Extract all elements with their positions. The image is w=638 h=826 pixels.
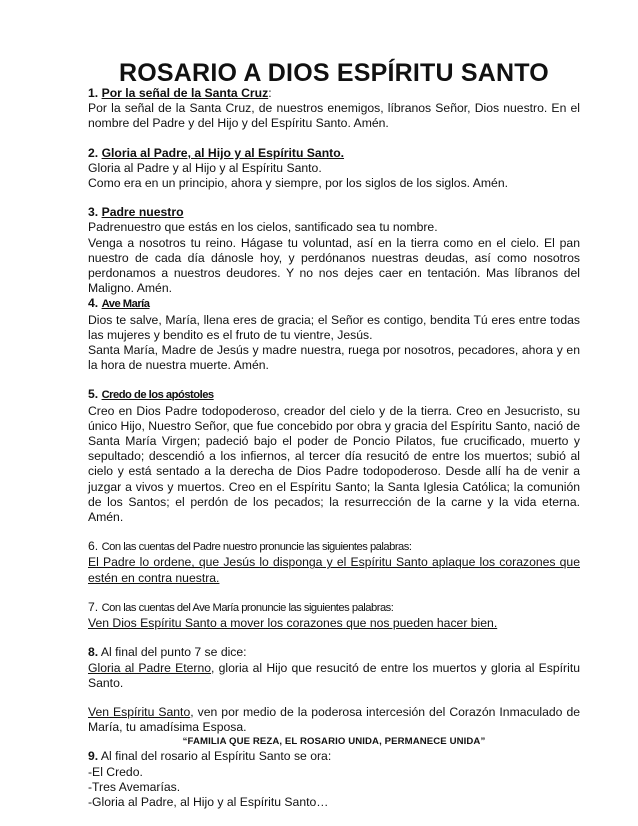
section-title: Con las cuentas del Padre nuestro pronuncie las siguientes palabras: bbox=[101, 541, 412, 554]
section-1 bbox=[88, 86, 580, 132]
section-number: 4. bbox=[88, 296, 99, 311]
section-3 bbox=[88, 205, 580, 296]
list-item: -Tres Avemarías. bbox=[88, 779, 181, 794]
section-3-heading bbox=[88, 205, 580, 220]
section-2 bbox=[88, 146, 580, 192]
prayer-phrase: Gloria al Padre Eterno bbox=[88, 660, 212, 675]
section-number: 8. bbox=[88, 645, 99, 660]
paragraph: Venga a nosotros tu reino. Hágase tu voluntad, así en la tierra como en el cielo. El pan nuestro de cada día dánosle hoy, y perdónanos nuestras deudas, así como nosotros perdonamos a nuestros deudores. Y no nos dejes caer en tentación. Mas líbranos del Maligno. Amén. bbox=[88, 235, 580, 296]
section-7 bbox=[88, 600, 580, 631]
section-6 bbox=[88, 539, 580, 586]
spacer bbox=[88, 373, 580, 387]
spacer bbox=[88, 691, 580, 705]
paragraph: Padrenuestro que estás en los cielos, santificado sea tu nombre. bbox=[88, 220, 438, 235]
prayer-phrase: Ven Espíritu Santo bbox=[88, 704, 191, 719]
paragraph: Por la señal de la Santa Cruz, de nuestros enemigos, líbranos Señor, Dios nuestro. En el nombre del Padre y del Hijo y del Espíritu Santo. Amén. bbox=[88, 101, 580, 131]
section-6-heading bbox=[88, 539, 580, 555]
paragraph: Santa María, Madre de Jesús y madre nuestra, ruega por nosotros, pecadores, ahora y en la hora de nuestra muerte. Amén. bbox=[88, 343, 580, 373]
spacer bbox=[88, 631, 580, 645]
section-1-heading bbox=[88, 86, 580, 101]
spacer bbox=[88, 586, 580, 600]
spacer bbox=[88, 191, 580, 205]
paragraph-text: , gloria al Hijo que resucitó de entre los muertos y gloria al Espíritu Santo. bbox=[88, 660, 580, 690]
section-title: Al final del rosario al Espíritu Santo se ora: bbox=[100, 749, 332, 764]
section-2-heading bbox=[88, 146, 580, 161]
section-title: Ave María bbox=[101, 298, 150, 311]
paragraph: Gloria al Padre y al Hijo y al Espíritu Santo. bbox=[88, 160, 322, 175]
footer-motto: “FAMILIA QUE REZA, EL ROSARIO UNIDA, PERMANECE UNIDA” bbox=[182, 736, 486, 747]
section-number: 5. bbox=[88, 387, 99, 402]
section-number: 3. bbox=[88, 205, 99, 220]
section-title: Gloria al Padre, al Hijo y al Espíritu Santo. bbox=[101, 145, 345, 160]
section-4-heading bbox=[88, 296, 580, 312]
section-8-heading bbox=[88, 645, 580, 660]
list-item: -El Credo. bbox=[88, 764, 143, 779]
spacer bbox=[88, 132, 580, 146]
prayer-text: Ven Dios Espíritu Santo a mover los corazones que nos pueden hacer bien. bbox=[88, 616, 498, 631]
section-title: Por la señal de la Santa Cruz bbox=[101, 86, 269, 100]
section-title: Con las cuentas del Ave María pronuncie las siguientes palabras: bbox=[101, 601, 394, 614]
section-title: Credo de los apóstoles bbox=[101, 389, 214, 402]
section-number: 2. bbox=[88, 145, 99, 160]
section-8 bbox=[88, 645, 580, 735]
section-5-heading bbox=[88, 387, 580, 403]
page-title: ROSARIO A DIOS ESPÍRITU SANTO bbox=[119, 59, 549, 87]
paragraph bbox=[88, 705, 580, 735]
spacer bbox=[88, 525, 580, 539]
paragraph-text: , ven por medio de la poderosa intercesión del Corazón Inmaculado de María, tu amadísima Esposa. bbox=[88, 704, 581, 735]
prayer-text: El Padre lo ordene, que Jesús lo disponga y el Espíritu Santo aplaque los corazones que estén en contra nuestra. bbox=[88, 555, 580, 585]
section-5 bbox=[88, 387, 580, 525]
section-number: 9. bbox=[88, 749, 99, 764]
section-number: 7. bbox=[88, 599, 99, 614]
colon: : bbox=[268, 86, 272, 100]
section-title: Padre nuestro bbox=[101, 205, 184, 220]
section-7-heading bbox=[88, 600, 580, 616]
paragraph: Dios te salve, María, llena eres de gracia; el Señor es contigo, bendita Tú eres entre todas las mujeres y bendito es el fruto de tu vientre, Jesús. bbox=[88, 312, 580, 342]
paragraph: Como era en un principio, ahora y siempre, por los siglos de los siglos. Amén. bbox=[88, 176, 508, 191]
section-title: Al final del punto 7 se dice: bbox=[100, 645, 247, 660]
paragraph bbox=[88, 661, 580, 691]
section-9 bbox=[88, 749, 580, 810]
document-body bbox=[88, 86, 580, 810]
section-number: 1. bbox=[88, 86, 99, 100]
section-number: 6. bbox=[88, 539, 99, 554]
section-4 bbox=[88, 296, 580, 373]
section-9-heading bbox=[88, 749, 580, 764]
list-item: -Gloria al Padre, al Hijo y al Espíritu Santo… bbox=[88, 794, 329, 809]
paragraph: Creo en Dios Padre todopoderoso, creador del cielo y de la tierra. Creo en Jesucristo, su único Hijo, Nuestro Señor, que fue concebido por obra y gracia del Espíritu Santo, nació de Santa María Virgen; padeció bajo el poder de Poncio Pilatos, fue crucificado, muerto y sepultado; descendió a los infiernos, al tercer día resucitó de entre los muertos; subió al cielo y está sentado a la derecha de Dios Padre todopoderoso. Desde allí ha de venir a juzgar a vivos y muertos. Creo en el Espíritu Santo; la Santa Iglesia Católica; la comunión de los Santos; el perdón de los pecados; la resurrección de la carne y la vida eterna. Amén. bbox=[88, 403, 580, 525]
